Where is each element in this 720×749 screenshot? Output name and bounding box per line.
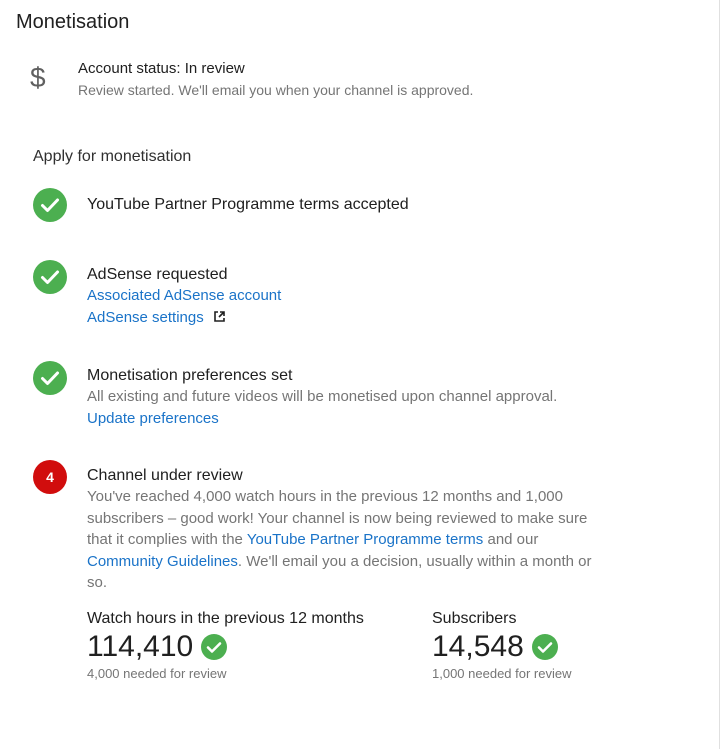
stat-value-row (432, 630, 571, 664)
watch-hours-stat (87, 610, 364, 681)
step-description (87, 486, 607, 594)
subscribers-stat (432, 610, 571, 681)
review-text-1: You've reached 4,000 watch hours in the previous 12 months and 1,000 subscribers – good work! Your channel is now being reviewed to make sure that it complies with the (87, 488, 588, 548)
review-text-2: and our (483, 531, 539, 548)
stat-value-row (87, 630, 364, 664)
associated-adsense-link[interactable]: Associated AdSense account (87, 287, 282, 304)
check-circle-icon (33, 260, 67, 294)
step-title: AdSense requested (87, 266, 228, 283)
stat-label: Subscribers (432, 610, 517, 627)
watch-hours-value: 114,410 (87, 630, 194, 663)
adsense-settings-link[interactable] (87, 307, 607, 329)
review-text-3: . We'll email you a decision, usually within a month or so. (87, 552, 592, 591)
step-title: Channel under review (87, 467, 243, 484)
check-circle-icon (532, 634, 558, 660)
account-status-title: Account status: In review (78, 60, 245, 77)
check-circle-icon (33, 361, 67, 395)
check-circle-icon (33, 188, 67, 222)
adsense-settings-label: AdSense settings (87, 308, 204, 326)
update-preferences-link[interactable]: Update preferences (87, 409, 219, 427)
partner-programme-terms-link[interactable]: YouTube Partner Programme terms (246, 531, 484, 548)
stat-note: 4,000 needed for review (87, 666, 227, 681)
community-guidelines-link[interactable]: Community Guidelines (87, 552, 238, 570)
step-title: YouTube Partner Programme terms accepted (87, 196, 409, 213)
step-number-badge: 4 (33, 460, 67, 494)
stat-label: Watch hours in the previous 12 months (87, 610, 364, 627)
external-link-icon (214, 311, 225, 322)
check-circle-icon (201, 634, 227, 660)
step-title: Monetisation preferences set (87, 367, 293, 384)
apply-heading: Apply for monetisation (33, 148, 192, 165)
stat-note: 1,000 needed for review (432, 666, 572, 681)
dollar-icon: $ (30, 62, 46, 93)
page-title: Monetisation (16, 11, 130, 33)
account-status-subtitle: Review started. We'll email you when your channel is approved. (78, 82, 474, 98)
step-description: All existing and future videos will be monetised upon channel approval. (87, 388, 558, 405)
subscribers-value: 14,548 (432, 630, 524, 663)
